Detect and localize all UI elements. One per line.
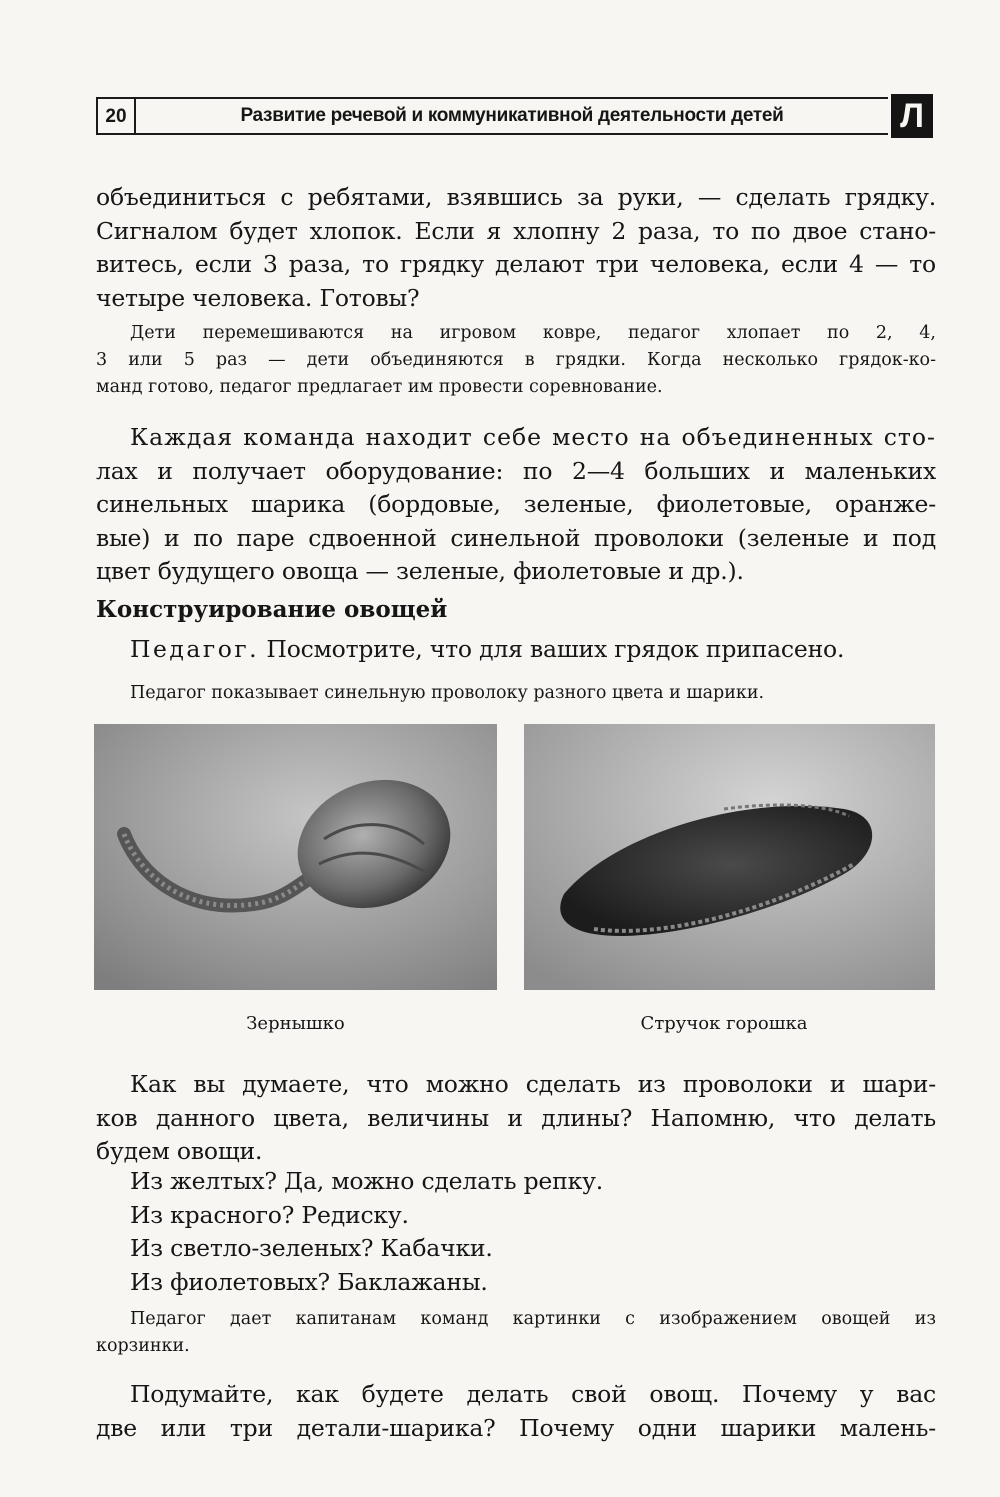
paragraph-line: Подумайте, как будете делать свой овощ. Почему у вас [130, 1380, 936, 1408]
note-line: Педагог дает капитанам команд картинки с изображением овощей из [130, 1309, 936, 1329]
note-line: Дети перемешиваются на игровом ковре, педагог хлопает по 2, 4, [130, 323, 936, 343]
note-line: манд готово, педагог предлагает им провести соревнование. [96, 377, 663, 397]
speech-text: Посмотрите, что для ваших грядок припасено. [259, 635, 845, 663]
paragraph-line: лах и получает оборудование: по 2—4 больших и маленьких [96, 456, 936, 485]
teacher-speech [130, 633, 936, 667]
photo-seed-image [94, 724, 497, 990]
paragraph-line: две или три детали-шарика? Почему одни шарики малень- [96, 1413, 936, 1442]
page-number: 20 [96, 97, 136, 135]
qa-line: Из светло-зеленых? Кабачки. [130, 1234, 493, 1262]
paragraph-line: вые) и по паре сдвоенной синельной проволоки (зеленые и под [96, 523, 936, 552]
paragraph-line: четыре человека. Готовы? [96, 283, 420, 312]
qa-line: Из фиолетовых? Баклажаны. [130, 1267, 488, 1296]
publisher-logo: Л [891, 94, 933, 138]
stage-direction-2 [130, 680, 936, 707]
paragraph-4-first [130, 1378, 936, 1412]
stage-direction-3 [130, 1306, 936, 1333]
paragraph-line: цвет будущего овоща — зеленые, фиолетовые и др.). [96, 557, 744, 585]
qa-line: Из красного? Редиску. [130, 1200, 409, 1229]
paragraph-line: Сигналом будет хлопок. Если я хлопну 2 раза, то по двое стано- [96, 216, 936, 245]
note-line: Педагог показывает синельную проволоку разного цвета и шарики. [130, 683, 765, 703]
paragraph-line: витесь, если 3 раза, то грядку делают три человека, если 4 — то [96, 250, 936, 278]
figure-caption: Стручок горошка [640, 1013, 808, 1034]
paragraph-line: будем овощи. [96, 1137, 263, 1165]
paragraph-1 [96, 181, 936, 315]
running-header [96, 97, 934, 137]
paragraph-line: ков данного цвета, величины и длины? Напомню, что делать [96, 1103, 936, 1132]
paragraph-3-first [130, 1068, 936, 1102]
running-title: Развитие речевой и коммуникативной деятельности детей [240, 105, 784, 126]
note-line: 3 или 5 раз — дети объединяются в грядки. Когда несколько грядок-ко- [96, 350, 936, 370]
section-heading: Конструирование овощей [96, 596, 448, 623]
paragraph-line: Каждая команда находит себе место на объединенных сто- [130, 423, 936, 451]
photo-seed [94, 724, 497, 990]
question-answer-list [130, 1165, 936, 1299]
header-rule-bottom [136, 133, 888, 135]
paragraph-line: Как вы думаете, что можно сделать из проволоки и шари- [130, 1070, 936, 1098]
stage-direction-1-cont [96, 347, 936, 401]
header-rule-top [136, 97, 888, 99]
note-line: корзинки. [96, 1336, 190, 1356]
paragraph-2-first [130, 421, 936, 455]
speaker-label: Педагог. [130, 635, 260, 663]
stage-direction-3-cont [96, 1333, 936, 1360]
photo-pea-pod-image [524, 724, 935, 990]
paragraph-2 [96, 455, 936, 589]
stage-direction-1 [130, 320, 936, 347]
qa-line: Из желтых? Да, можно сделать репку. [130, 1167, 603, 1195]
photo-pea-pod [524, 724, 935, 990]
figure-caption: Зернышко [246, 1013, 345, 1034]
paragraph-line: синельных шарика (бордовые, зеленые, фиолетовые, оранже- [96, 490, 936, 518]
paragraph-4 [96, 1412, 936, 1446]
paragraph-line: объединиться с ребятами, взявшись за руки, — сделать грядку. [96, 183, 936, 211]
paragraph-3 [96, 1102, 936, 1169]
